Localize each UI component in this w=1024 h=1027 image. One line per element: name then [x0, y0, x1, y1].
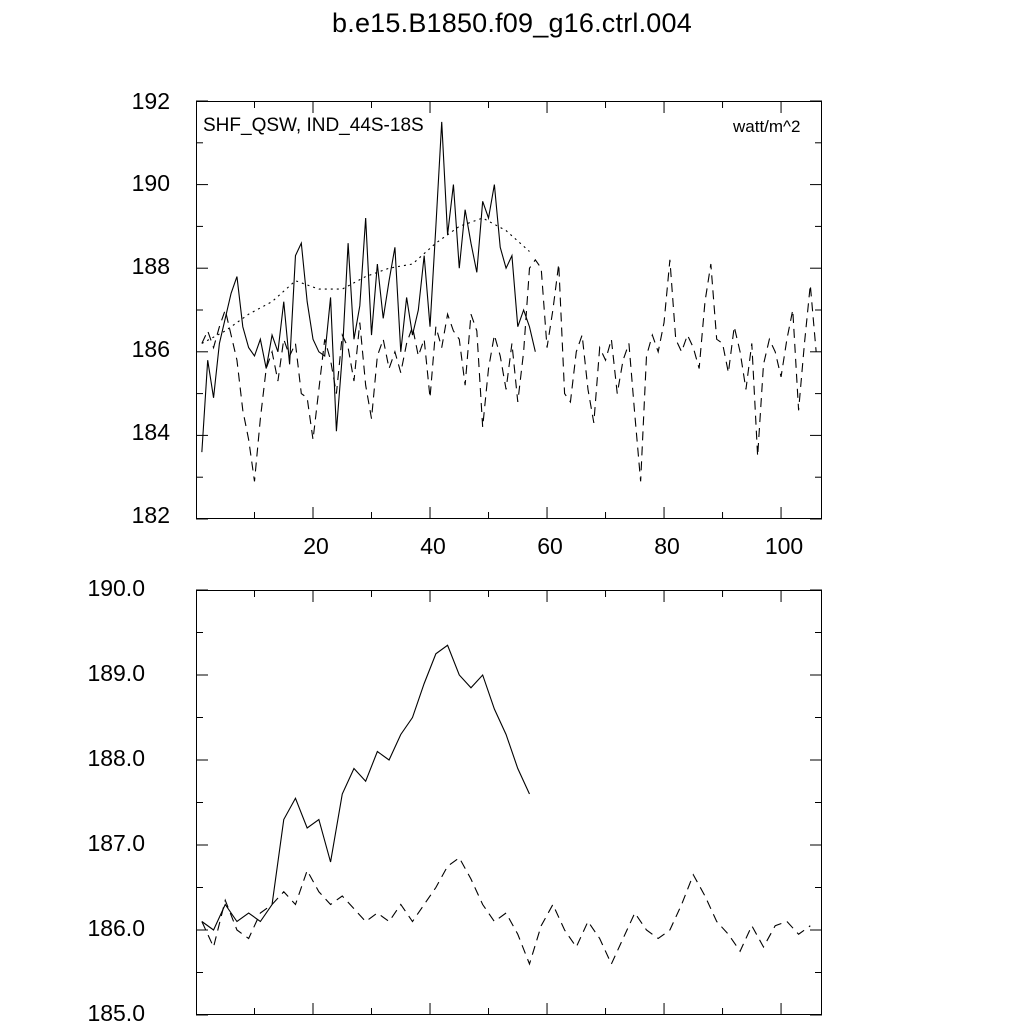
- bottom-ytick-187: 187.0: [87, 830, 145, 856]
- top-ytick-192: 192: [131, 88, 170, 114]
- top-ytick-184: 184: [131, 419, 170, 445]
- top-xtick-100: 100: [764, 533, 804, 559]
- chart-units-label: watt/m^2: [733, 117, 801, 136]
- top-xtick-40: 40: [420, 533, 446, 559]
- bottom-chart-panel: [0, 565, 1024, 1024]
- chart-left-header: SHF_QSW, IND_44S-18S: [203, 115, 424, 136]
- top-ytick-188: 188: [131, 253, 170, 279]
- top-xtick-80: 80: [654, 533, 680, 559]
- series-dotted-smoothed: [202, 218, 530, 343]
- page-title: b.e15.B1850.f09_g16.ctrl.004: [332, 8, 692, 38]
- bottom-ytick-190: 190.0: [87, 575, 145, 601]
- top-xtick-20: 20: [303, 533, 329, 559]
- bottom-ytick-189: 189.0: [87, 660, 145, 686]
- top-ytick-186: 186: [131, 336, 170, 362]
- top-chart-panel: [0, 55, 1024, 559]
- bottom-ytick-185: 185.0: [87, 1000, 145, 1026]
- bottom-chart-canvas: [0, 565, 1024, 1024]
- bottom-ytick-188: 188.0: [87, 745, 145, 771]
- series-solid-smoothed: [202, 645, 530, 930]
- bottom-ytick-186: 186.0: [87, 915, 145, 941]
- top-chart-canvas: [0, 55, 1024, 555]
- series-dashed-smoothed: [202, 858, 810, 964]
- top-ytick-182: 182: [131, 502, 170, 528]
- top-ytick-190: 190: [131, 170, 170, 196]
- top-xtick-60: 60: [537, 533, 563, 559]
